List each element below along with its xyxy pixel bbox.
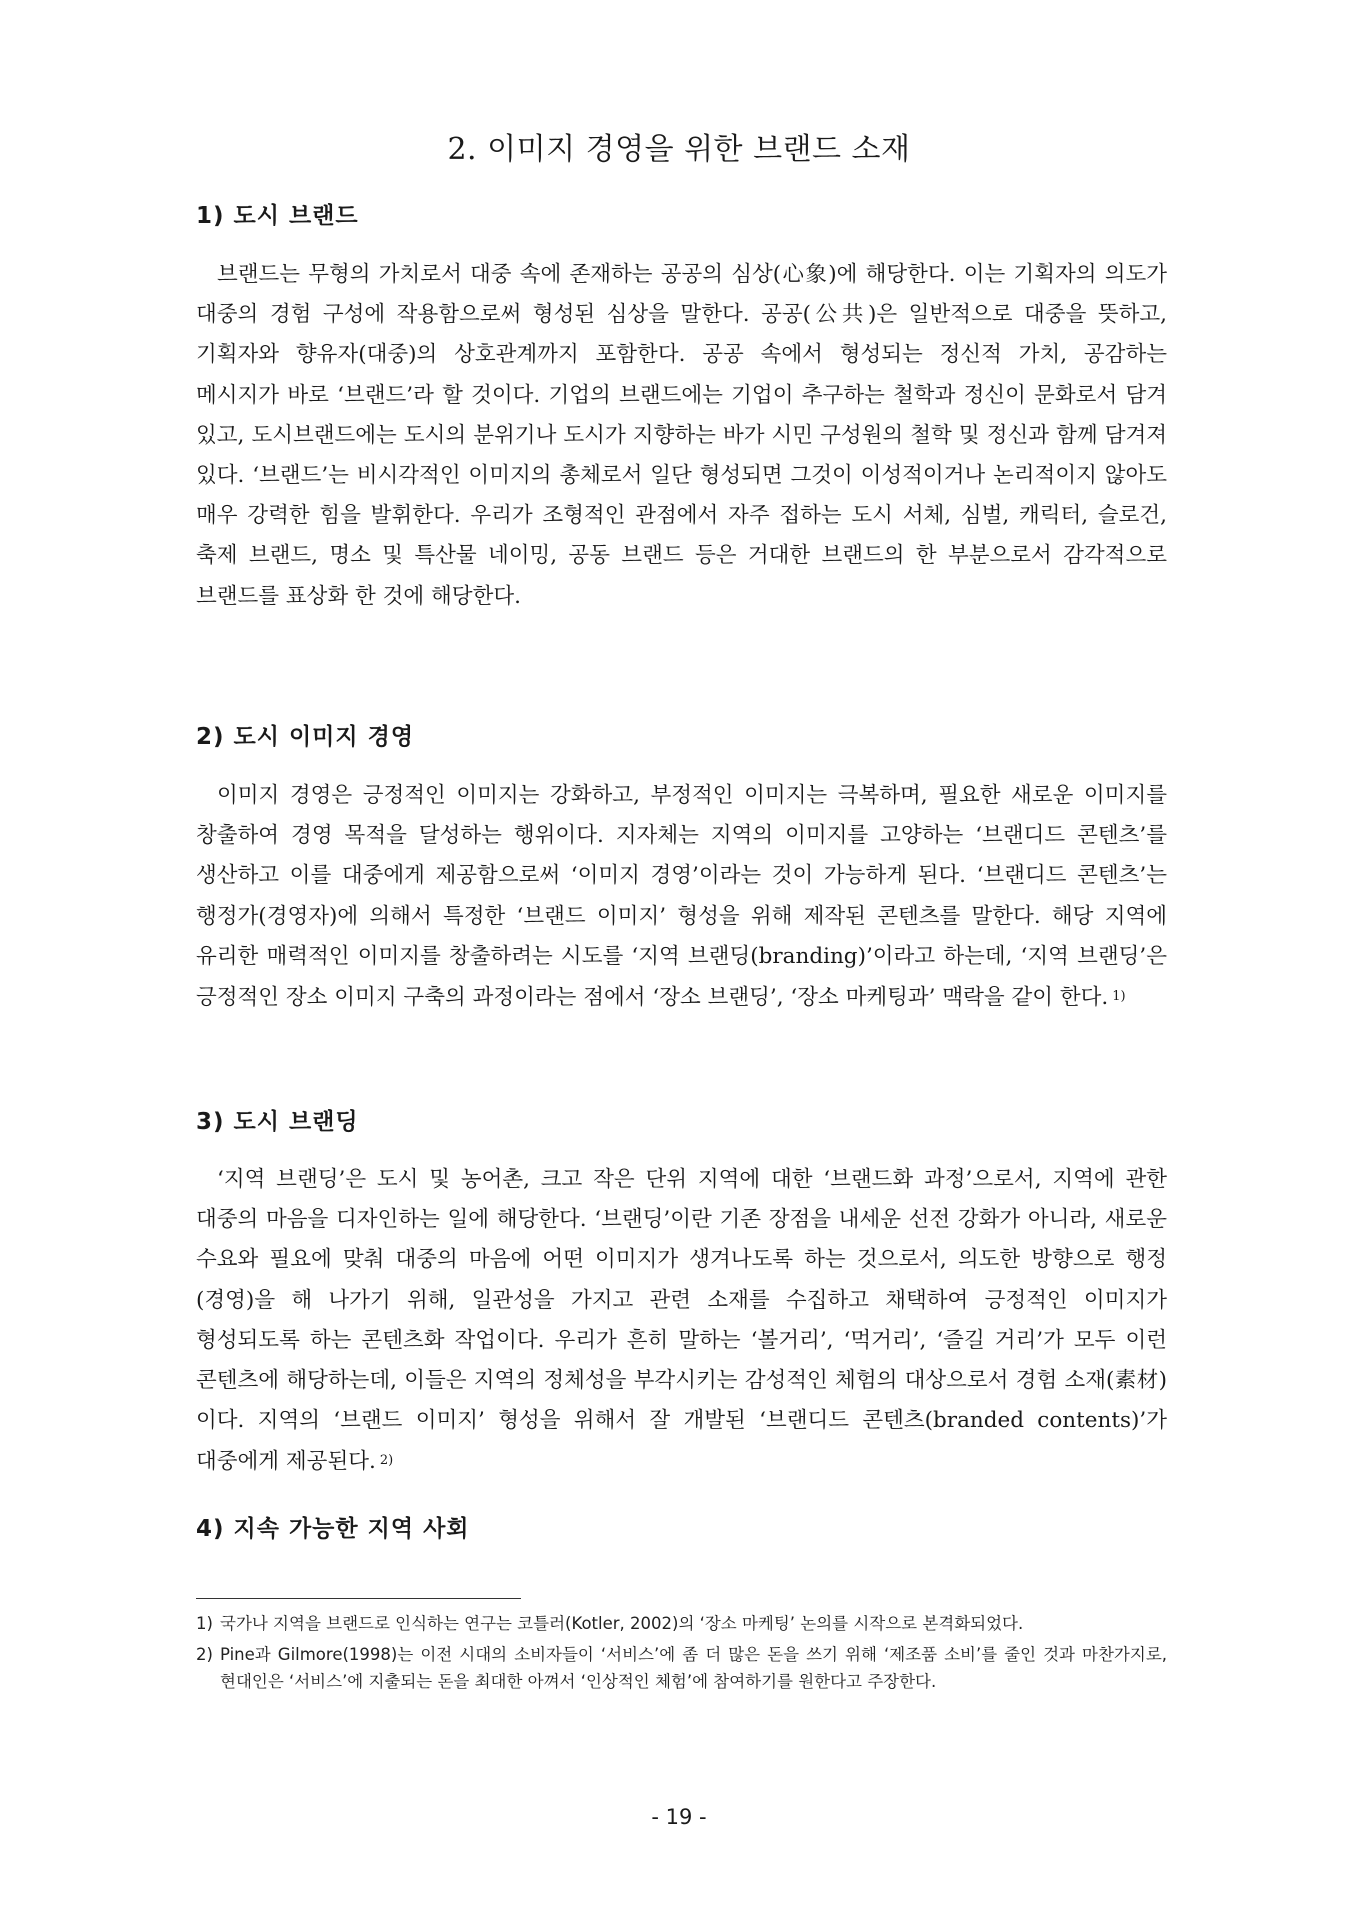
section-paragraph-city-image-management [196,776,1167,1018]
section-heading-city-branding: 3) 도시 브랜딩 [196,1109,359,1135]
section-heading-sustainable-community: 4) 지속 가능한 지역 사회 [196,1516,470,1542]
footnote-text: Pine과 Gilmore(1998)는 이전 시대의 소비자들이 ‘서비스’에 좀 더 많은 돈을 쓰기 위해 ‘제조품 소비’를 줄인 것과 마찬가지로, 현대인은 ‘서비스’에 지출되는 돈을 최대한 아껴서 ‘인상적인 체험’에 참여하기를 원한다고 주장한다. [220,1645,1167,1691]
paragraph-text: 이미지 경영은 긍정적인 이미지는 강화하고, 부정적인 이미지는 극복하며, 필요한 새로운 이미지를 창출하여 경영 목적을 달성하는 행위이다. 지자체는 지역의 이미지를 고양하는 ‘브랜디드 콘텐츠’를 생산하고 이를 대중에게 제공함으로써 ‘이미지 경영’이라는 것이 가능하게 된다. ‘브랜디드 콘텐츠’는 행정가(경영자)에 의해서 특정한 ‘브랜드 이미지’ 형성을 위해 제작된 콘텐츠를 말한다. 해당 지역에 유리한 매력적인 이미지를 창출하려는 시도를 ‘지역 브랜딩(branding)’이라고 하는데, ‘지역 브랜딩’은 긍정적인 장소 이미지 구축의 과정이라는 점에서 ‘장소 브랜딩’, ‘장소 마케팅과’ 맥락을 같이 한다. [196,783,1167,1011]
chapter-title: 2. 이미지 경영을 위한 브랜드 소재 [447,132,911,167]
footnote-item [196,1610,1167,1637]
footnote-reference[interactable]: 1) [1112,989,1126,1005]
footnote-number: 1) [196,1614,213,1633]
footnote-number: 2) [196,1645,213,1664]
footnote-item [196,1641,1167,1695]
footnote-reference[interactable]: 2) [379,1453,394,1469]
paragraph-text: ‘지역 브랜딩’은 도시 및 농어촌, 크고 작은 단위 지역에 대한 ‘브랜드화 과정’으로서, 지역에 관한 대중의 마음을 디자인하는 일에 해당한다. ‘브랜딩’이란 기존 장점을 내세운 선전 강화가 아니라, 새로운 수요와 필요에 맞춰 대중의 마음에 어떤 이미지가 생겨나도록 하는 것으로서, 의도한 방향으로 행정(경영)을 해 나가기 위해, 일관성을 가지고 관련 소재를 수집하고 채택하여 긍정적인 이미지가 형성되도록 하는 콘텐츠화 작업이다. 우리가 흔히 말하는 ‘볼거리’, ‘먹거리’, ‘즐길 거리’가 모두 이런 콘텐츠에 해당하는데, 이들은 지역의 정체성을 부각시키는 감성적인 체험의 대상으로서 경험 소재(素材)이다. 지역의 ‘브랜드 이미지’ 형성을 위해서 잘 개발된 ‘브랜디드 콘텐츠(branded contents)’가 대중에게 제공된다. [196,1167,1167,1475]
footnotes-list [196,1610,1167,1695]
footnote-divider [196,1598,521,1599]
section-heading-city-image-management: 2) 도시 이미지 경영 [196,724,415,750]
section-paragraph-city-branding [196,1160,1167,1483]
page-number: - 19 - [651,1805,707,1829]
footnote-text: 국가나 지역을 브랜드로 인식하는 연구는 코틀러(Kotler, 2002)의 ‘장소 마케팅’ 논의를 시작으로 본격화되었다. [220,1614,1024,1633]
paragraph-text: 브랜드는 무형의 가치로서 대중 속에 존재하는 공공의 심상(心象)에 해당한다. 이는 기획자의 의도가 대중의 경험 구성에 작용함으로써 형성된 심상을 말한다. 공공(公共)은 일반적으로 대중을 뜻하고, 기획자와 향유자(대중)의 상호관계까지 포함한다. 공공 속에서 형성되는 정신적 가치, 공감하는 메시지가 바로 ‘브랜드’라 할 것이다. 기업의 브랜드에는 기업이 추구하는 철학과 정신이 문화로서 담겨 있고, 도시브랜드에는 도시의 분위기나 도시가 지향하는 바가 시민 구성원의 철학 및 정신과 함께 담겨져 있다. ‘브랜드’는 비시각적인 이미지의 총체로서 일단 형성되면 그것이 이성적이거나 논리적이지 않아도 매우 강력한 힘을 발휘한다. 우리가 조형적인 관점에서 자주 접하는 도시 서체, 심벌, 캐릭터, 슬로건, 축제 브랜드, 명소 및 특산물 네이밍, 공동 브랜드 등은 거대한 브랜드의 한 부분으로서 감각적으로 브랜드를 표상화 한 것에 해당한다. [196,262,1167,609]
section-paragraph-city-brand [196,255,1167,617]
section-heading-city-brand: 1) 도시 브랜드 [196,203,359,229]
